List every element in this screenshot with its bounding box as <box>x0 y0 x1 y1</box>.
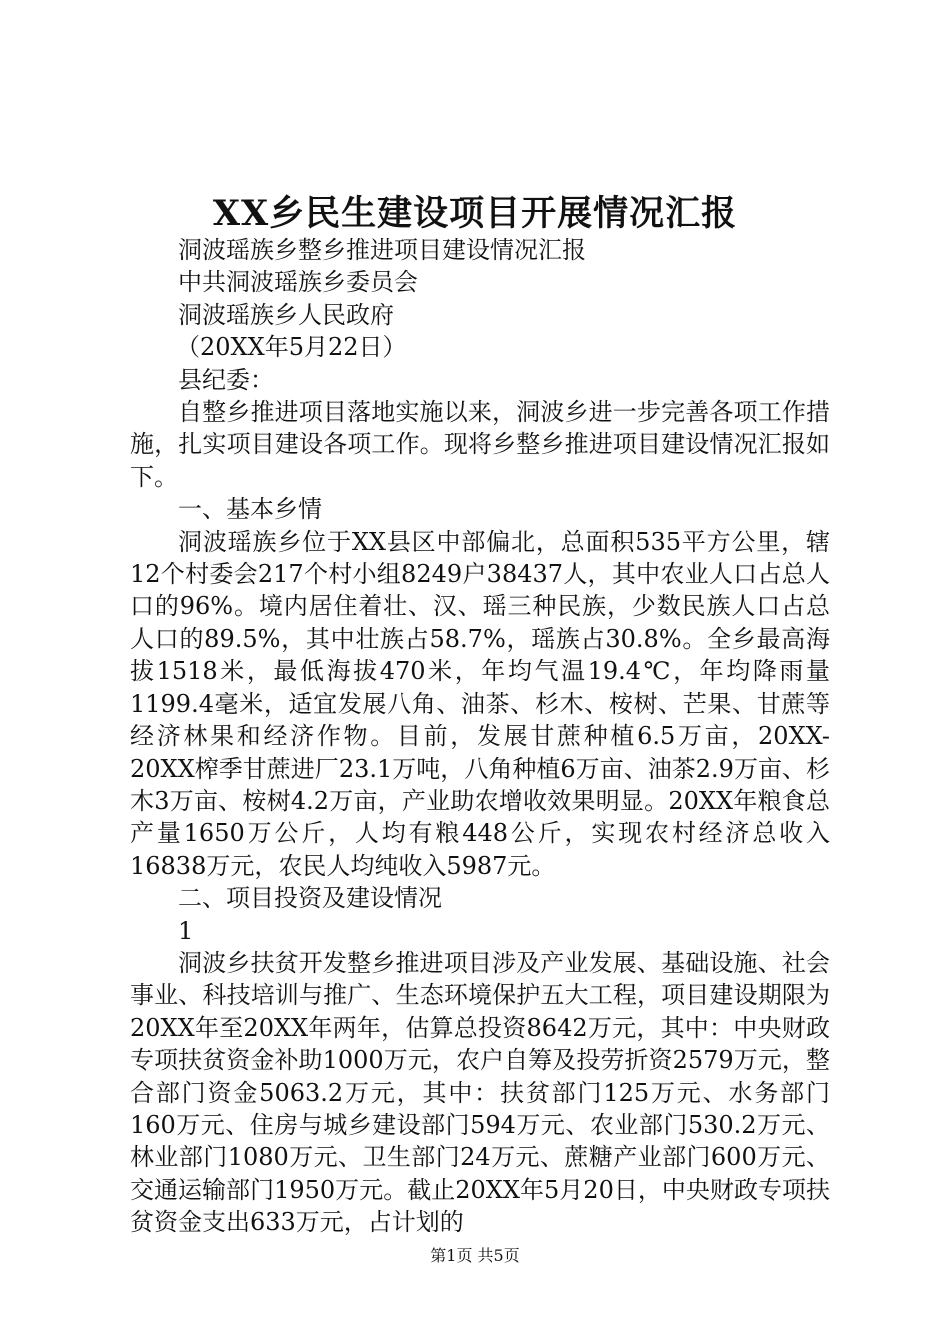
document-title: XX乡民生建设项目开展情况汇报 <box>212 193 738 234</box>
document-body <box>130 234 830 1239</box>
investment-paragraph: 洞波乡扶贫开发整乡推进项目涉及产业发展、基础设施、社会事业、科技培训与推广、生态环境保护五大工程，项目建设期限为20XX年至20XX年两年，估算总投资8642万元，其中：中央财政专项扶贫资金补助1000万元，农户自筹及投劳折资2579万元，整合部门资金5063.2万元，其中：扶贫部门125万元、水务部门160万元、住房与城乡建设部门594万元、农业部门530.2万元、林业部门1080万元、卫生部门24万元、蔗糖产业部门600万元、交通运输部门1950万元。截止20XX年5月20日，中央财政专项扶贫资金支出633万元，占计划的 <box>130 948 830 1237</box>
issuer-government: 洞波瑶族乡人民政府 <box>178 300 394 329</box>
salutation: 县纪委： <box>178 365 274 394</box>
intro-paragraph: 自整乡推进项目落地实施以来，洞波乡进一步完善各项工作措施，扎实项目建设各项工作。现将乡整乡推进项目建设情况汇报如下。 <box>130 398 830 491</box>
basic-info-paragraph: 洞波瑶族乡位于XX县区中部偏北，总面积535平方公里，辖12个村委会217个村小组8249户38437人，其中农业人口占总人口的96%。境内居住着壮、汉、瑶三种民族，少数民族人口占总人口的89.5%，其中壮族占58.7%，瑶族占30.8%。全乡最高海拔1518米，最低海拔470米，年均气温19.4℃，年均降雨量1199.4毫米，适宜发展八角、油茶、杉木、桉树、芒果、甘蔗等经济林果和经济作物。目前，发展甘蔗种植6.5万亩，20XX-20XX榨季甘蔗进厂23.1万吨，八角种植6万亩、油茶2.9万亩、杉木3万亩、桉树4.2万亩，产业助农增收效果明显。20XX年粮食总产量1650万公斤，人均有粮448公斤，实现农村经济总收入16838万元，农民人均纯收入5987元。 <box>130 527 830 880</box>
section-heading-basic: 一、基本乡情 <box>178 495 322 524</box>
section-heading-investment: 二、项目投资及建设情况 <box>178 884 442 913</box>
document-date: （20XX年5月22日） <box>176 333 407 362</box>
issuer-party-committee: 中共洞波瑶族乡委员会 <box>178 268 418 297</box>
page-footer: 第1页 共5页 <box>430 1246 520 1265</box>
subtitle-line: 洞波瑶族乡整乡推进项目建设情况汇报 <box>178 236 586 264</box>
item-number: 1 <box>178 916 194 945</box>
